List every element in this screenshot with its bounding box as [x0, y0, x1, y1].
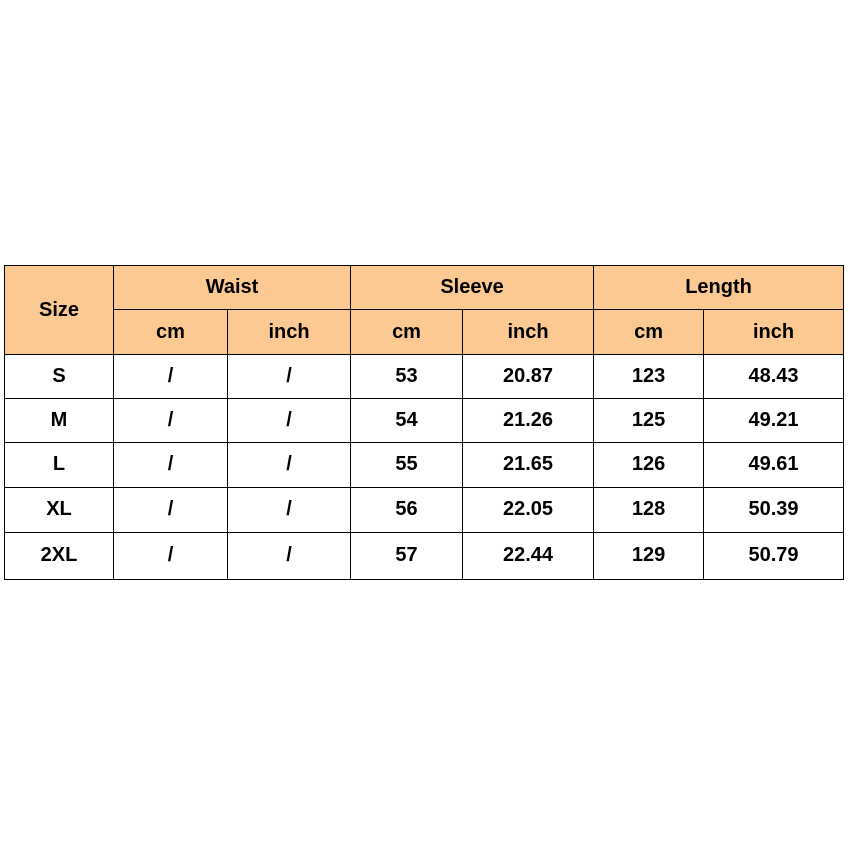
sleeve-inch-cell: 22.05: [463, 487, 594, 532]
length-cm-cell: 129: [594, 532, 704, 579]
length-inch-cell: 50.79: [704, 532, 844, 579]
sleeve-cm-cell: 55: [351, 443, 463, 487]
sleeve-cm-header: cm: [351, 310, 463, 355]
waist-inch-cell: /: [228, 532, 351, 579]
sleeve-inch-cell: 20.87: [463, 355, 594, 399]
size-cell: 2XL: [5, 532, 114, 579]
table-body: [5, 355, 844, 580]
header-row-groups: [5, 266, 844, 310]
waist-inch-cell: /: [228, 443, 351, 487]
length-inch-cell: 50.39: [704, 487, 844, 532]
waist-cm-cell: /: [114, 532, 228, 579]
length-cm-cell: 126: [594, 443, 704, 487]
size-cell: L: [5, 443, 114, 487]
waist-inch-cell: /: [228, 487, 351, 532]
table-row: [5, 399, 844, 443]
length-cm-cell: 125: [594, 399, 704, 443]
waist-cm-cell: /: [114, 399, 228, 443]
size-chart-table: [4, 265, 844, 580]
sleeve-inch-cell: 21.26: [463, 399, 594, 443]
length-inch-header: inch: [704, 310, 844, 355]
waist-inch-cell: /: [228, 355, 351, 399]
waist-header: Waist: [114, 266, 351, 310]
table-row: [5, 487, 844, 532]
length-header: Length: [594, 266, 844, 310]
sleeve-inch-cell: 21.65: [463, 443, 594, 487]
size-cell: M: [5, 399, 114, 443]
table-row: [5, 532, 844, 579]
header-row-units: [5, 310, 844, 355]
waist-cm-cell: /: [114, 355, 228, 399]
waist-cm-header: cm: [114, 310, 228, 355]
waist-inch-cell: /: [228, 399, 351, 443]
sleeve-inch-header: inch: [463, 310, 594, 355]
sleeve-cm-cell: 53: [351, 355, 463, 399]
waist-inch-header: inch: [228, 310, 351, 355]
size-cell: XL: [5, 487, 114, 532]
waist-cm-cell: /: [114, 443, 228, 487]
length-cm-header: cm: [594, 310, 704, 355]
sleeve-cm-cell: 56: [351, 487, 463, 532]
table-row: [5, 355, 844, 399]
sleeve-cm-cell: 57: [351, 532, 463, 579]
sleeve-cm-cell: 54: [351, 399, 463, 443]
table-header: [5, 266, 844, 355]
sleeve-inch-cell: 22.44: [463, 532, 594, 579]
length-inch-cell: 49.21: [704, 399, 844, 443]
length-cm-cell: 123: [594, 355, 704, 399]
length-inch-cell: 49.61: [704, 443, 844, 487]
size-header: Size: [5, 266, 114, 355]
size-cell: S: [5, 355, 114, 399]
table-row: [5, 443, 844, 487]
waist-cm-cell: /: [114, 487, 228, 532]
length-cm-cell: 128: [594, 487, 704, 532]
length-inch-cell: 48.43: [704, 355, 844, 399]
sleeve-header: Sleeve: [351, 266, 594, 310]
